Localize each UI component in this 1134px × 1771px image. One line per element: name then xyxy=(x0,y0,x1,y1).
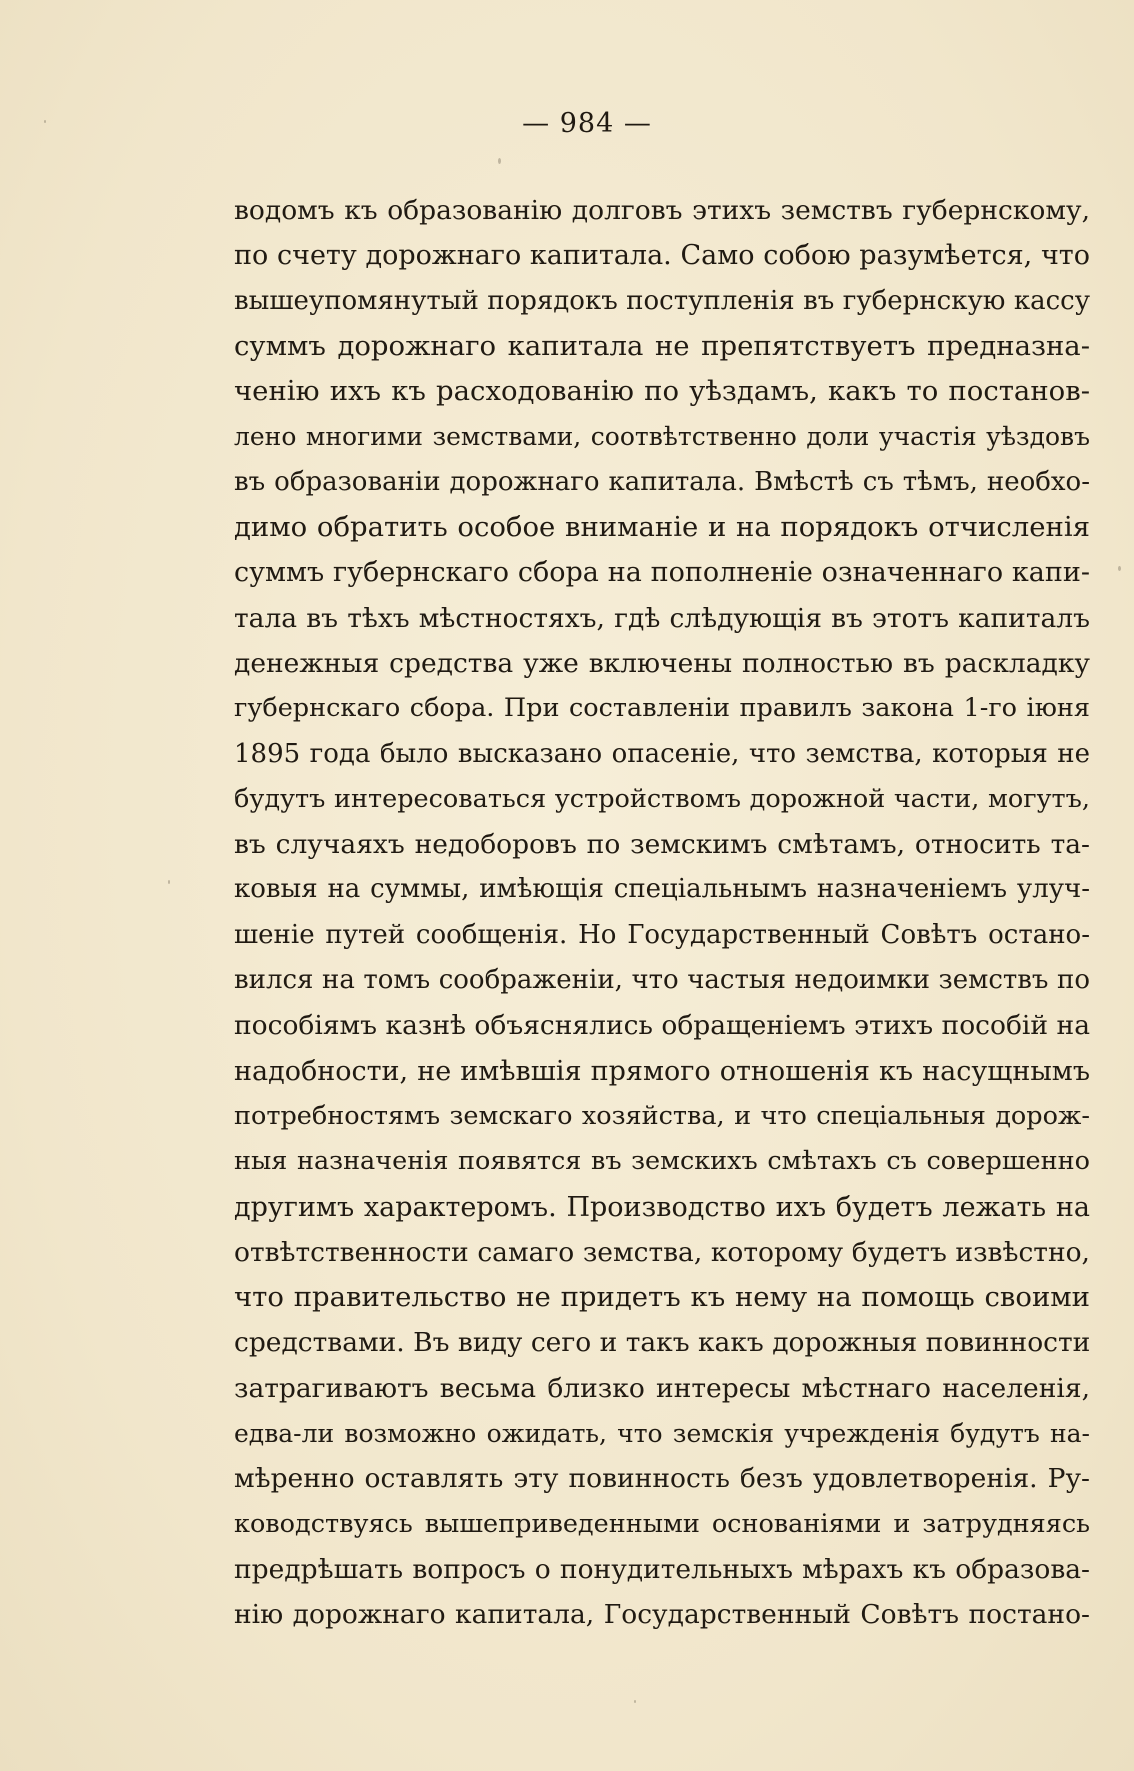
text-line: ковыя на суммы, имѣющія спеціальнымъ назначеніемъ улуч- xyxy=(234,874,1090,905)
text-line: лено многими земствами, соотвѣтственно доли участія уѣздовъ xyxy=(234,422,1090,452)
text-line: нію дорожнаго капитала, Государственный Совѣтъ постано- xyxy=(234,1599,1090,1631)
text-line: едва-ли возможно ожидать, что земскія учрежденія будутъ на- xyxy=(234,1419,1090,1449)
page-number: — 984 — xyxy=(522,108,652,139)
body-text xyxy=(234,188,1090,1638)
paper-speck xyxy=(168,880,170,884)
text-line: ководствуясь вышеприведенными основаніями и затрудняясь xyxy=(234,1508,1090,1539)
text-line: вился на томъ соображеніи, что частыя недоимки земствъ по xyxy=(234,965,1090,996)
text-line: димо обратить особое вниманіе и на порядокъ отчисленія xyxy=(234,511,1090,544)
text-line: денежныя средства уже включены полностью въ раскладку xyxy=(234,647,1090,679)
text-line: что правительство не придетъ къ нему на помощь своими xyxy=(234,1281,1090,1314)
paper-speck xyxy=(44,120,46,123)
text-line: вышеупомянутый порядокъ поступленія въ губернскую кассу xyxy=(234,285,1090,316)
text-line: шеніе путей сообщенія. Но Государственный Совѣтъ остано- xyxy=(234,919,1090,950)
text-line: средствами. Въ виду сего и такъ какъ дорожныя повинности xyxy=(234,1327,1090,1359)
text-line: 1895 года было высказано опасеніе, что земства, которыя не xyxy=(234,738,1090,769)
text-line: въ случаяхъ недоборовъ по земскимъ смѣтамъ, относить та- xyxy=(234,829,1090,861)
text-line: другимъ характеромъ. Производство ихъ будетъ лежать на xyxy=(234,1191,1090,1223)
text-line: по счету дорожнаго капитала. Само собою разумѣется, что xyxy=(234,240,1090,272)
paper-speck xyxy=(498,158,501,164)
text-line: пособіямъ казнѣ объяснялись обращеніемъ этихъ пособій на xyxy=(234,1010,1090,1042)
text-line: водомъ къ образованію долговъ этихъ земствъ губернскому, xyxy=(234,195,1090,226)
paper-speck xyxy=(634,1700,636,1703)
text-line: будутъ интересоваться устройствомъ дорожной части, могутъ, xyxy=(234,783,1090,814)
text-line: суммъ губернскаго сбора на пополненіе означеннаго капи- xyxy=(234,557,1090,589)
text-line: суммъ дорожнаго капитала не препятствуетъ предназна- xyxy=(234,329,1090,362)
paper-speck xyxy=(1118,566,1121,571)
text-line: тала въ тѣхъ мѣстностяхъ, гдѣ слѣдующія въ этотъ капиталъ xyxy=(234,602,1090,634)
text-line: отвѣтственности самаго земства, которому будетъ извѣстно, xyxy=(234,1236,1090,1268)
text-line: въ образованіи дорожнаго капитала. Вмѣстѣ съ тѣмъ, необхо- xyxy=(234,466,1090,497)
text-line: ченію ихъ къ расходованію по уѣздамъ, какъ то постанов- xyxy=(234,375,1090,408)
text-line: предрѣшать вопросъ о понудительныхъ мѣрахъ къ образова- xyxy=(234,1553,1090,1585)
text-line: затрагиваютъ весьма близко интересы мѣстнаго населенія, xyxy=(234,1372,1090,1404)
text-line: мѣренно оставлять эту повинность безъ удовлетворенія. Ру- xyxy=(234,1463,1090,1495)
text-line: потребностямъ земскаго хозяйства, и что спеціальныя дорож- xyxy=(234,1100,1090,1131)
text-line: ныя назначенія появятся въ земскихъ смѣтахъ съ совершенно xyxy=(234,1146,1090,1177)
text-line: надобности, не имѣвшія прямого отношенія къ насущнымъ xyxy=(234,1055,1090,1087)
text-line: губернскаго сбора. При составленіи правилъ закона 1-го іюня xyxy=(234,693,1090,724)
